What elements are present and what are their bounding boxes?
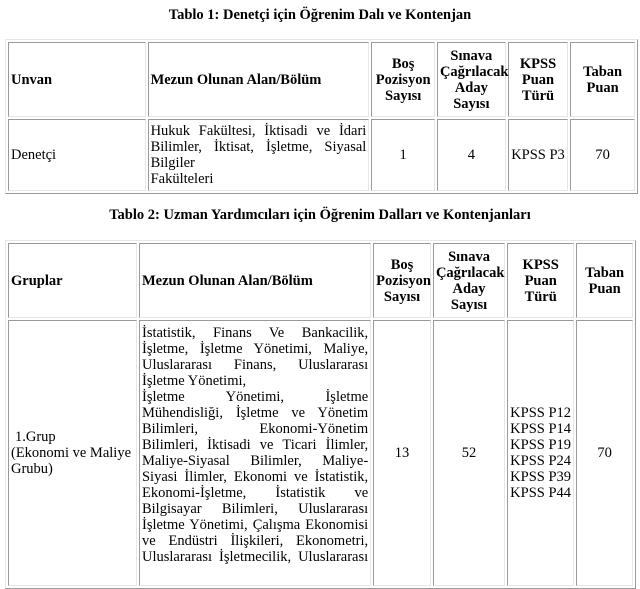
header-unvan: Unvan <box>8 42 146 117</box>
header-bos-pozisyon: Boş Pozisyon Sayısı <box>373 243 431 318</box>
cell-mezun-alan: İstatistik, Finans Ve Bankacilik, İşletme, İşletme Yönetimi, Maliye, Uluslararası Finans, Uluslararası İşletme Yönetimi, İşletme Yönetimi, İşletme Mühendisliği, İşletme ve Yönetim Bilimleri, Ekonomi-Yönetim Bilimleri, İktisadi ve Ticari İlimler, Maliye-Siyasal Bilimler, Maliye- Siyasi İlimler, Ekonomi ve İstatistik, Ekonomi-İşletme, İstatistik ve Bilgisayar Bilimleri, Uluslararası İşletme Yönetimi, Çalışma Ekonomisi ve Endüstri İlişkileri, Ekonometri, Uluslararası İşletmecilik, Uluslararası <box>139 320 371 586</box>
table2-header-row <box>8 243 633 318</box>
denetci-table <box>5 39 638 194</box>
cell-puan-turu: KPSS P3 <box>508 119 569 191</box>
header-mezun-alan: Mezun Olunan Alan/Bölüm <box>139 243 371 318</box>
cell-bos-pozisyon: 13 <box>373 320 431 586</box>
cell-puan-turleri: KPSS P12 KPSS P14 KPSS P19 KPSS P24 KPSS P39 KPSS P44 <box>507 320 574 586</box>
table1-caption: Tablo 1: Denetçi için Öğrenim Dalı ve Kontenjan <box>168 7 472 23</box>
cell-aday-sayisi: 52 <box>433 320 505 586</box>
header-gruplar: Gruplar <box>8 243 137 318</box>
table1-header-row <box>8 42 635 117</box>
cell-aday-sayisi: 4 <box>437 119 506 191</box>
cell-mezun-alan: Hukuk Fakültesi, İktisadi ve İdari Bilimler, İktisat, İşletme, Siyasal Bilgiler Fakülteleri <box>148 119 370 191</box>
uzman-yardimcilari-table <box>5 240 636 589</box>
header-aday-sayisi: Sınava Çağrılacak Aday Sayısı <box>433 243 505 318</box>
table2-caption: Tablo 2: Uzman Yardımcıları için Öğrenim Dalları ve Kontenjanları <box>109 207 531 223</box>
cell-taban-puan: 70 <box>570 119 635 191</box>
cell-grup: 1.Grup (Ekonomi ve Maliye Grubu) <box>8 320 137 586</box>
header-puan-turu: KPSS Puan Türü <box>507 243 574 318</box>
table-row <box>8 119 635 191</box>
cell-taban-puan: 70 <box>576 320 633 586</box>
header-mezun-alan: Mezun Olunan Alan/Bölüm <box>148 42 370 117</box>
header-puan-turu: KPSS Puan Türü <box>508 42 569 117</box>
table-row <box>8 320 633 586</box>
cell-bos-pozisyon: 1 <box>371 119 435 191</box>
header-bos-pozisyon: Boş Pozisyon Sayısı <box>371 42 435 117</box>
cell-unvan: Denetçi <box>8 119 146 191</box>
header-aday-sayisi: Sınava Çağrılacak Aday Sayısı <box>437 42 506 117</box>
header-taban-puan: Taban Puan <box>576 243 633 318</box>
header-taban-puan: Taban Puan <box>570 42 635 117</box>
